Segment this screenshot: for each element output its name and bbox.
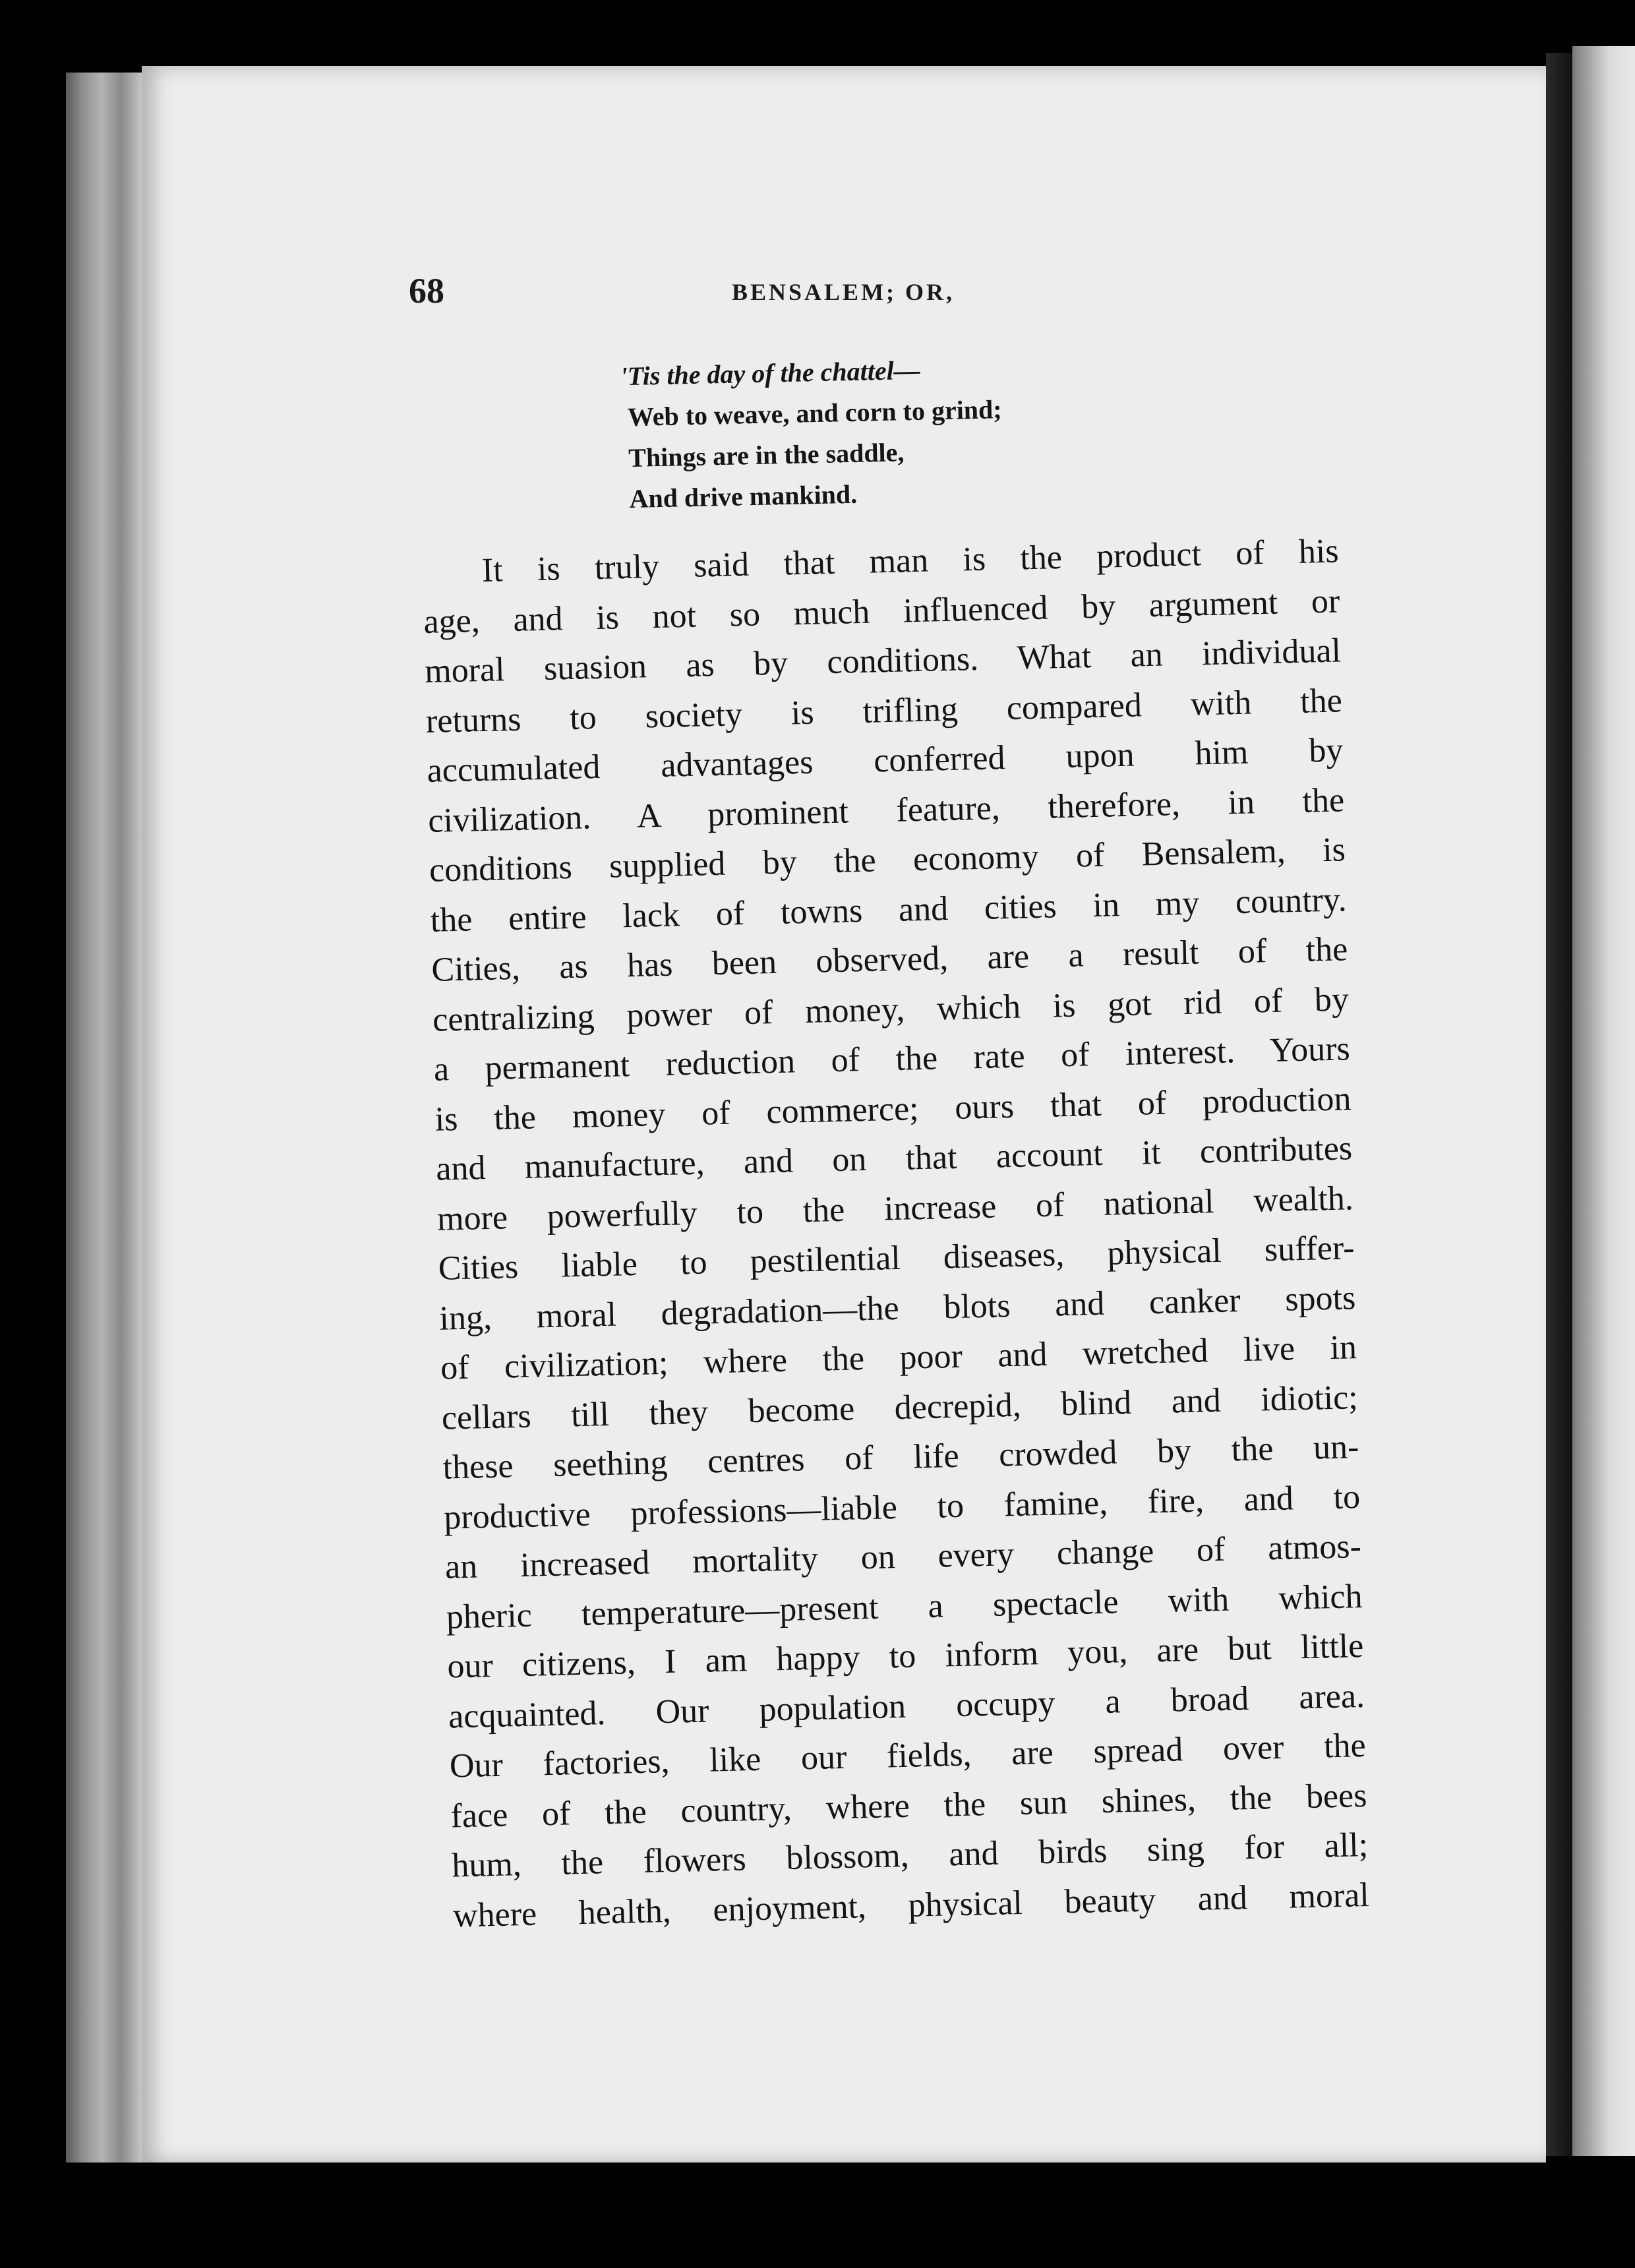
text-line: civilization. A prominent feature, therefore, in the [427,781,1345,840]
text-line: where health, enjoyment, physical beauty and moral [452,1876,1370,1934]
text-line: of civilization; where the poor and wretched live in [440,1328,1357,1387]
text-line: returns to society is trifling compared with the [425,681,1343,740]
text-line: centralizing power of money, which is got rid of by [432,980,1350,1039]
epigraph-line: Web to weave, and corn to grind; [627,394,1003,432]
text-line: pheric temperature—present a spectacle with which [446,1577,1363,1636]
epigraph-line: And drive mankind. [629,479,858,514]
text-line: more powerfully to the increase of national wealth. [436,1179,1354,1238]
text-line: age, and is not so much influenced by argument or [423,582,1340,641]
facing-page-edge [1572,46,1635,2156]
text-line: accumulated advantages conferred upon him by [427,731,1344,790]
running-head: BENSALEM; OR, [732,279,955,305]
epigraph-verse [620,340,1421,520]
text-line: our citizens, I am happy to inform you, are but little [446,1627,1364,1686]
body-paragraph [422,526,1370,1940]
page-header [409,270,1384,330]
text-line: It is truly said that man is the product of his [481,532,1340,589]
text-line: these seething centres of life crowded by the un- [442,1428,1359,1487]
text-line: productive professions—liable to famine, fire, and to [443,1477,1361,1537]
epigraph-line: Things are in the saddle, [628,437,905,473]
epigraph-line: 'Tis the day of the chattel— [620,355,921,392]
text-line: Cities, as has been observed, are a result of the [431,930,1348,989]
text-line: Our factories, like our fields, are spread over the [449,1726,1367,1785]
text-line: ing, moral degradation—the blots and canker spots [438,1278,1356,1338]
text-line: acquainted. Our population occupy a broad area. [448,1677,1365,1736]
text-line: and manufacture, and on that account it contributes [435,1129,1353,1188]
text-line: moral suasion as by conditions. What an individual [424,632,1342,690]
text-line: Cities liable to pestilential diseases, physical suffer- [438,1229,1355,1288]
text-line: cellars till they become decrepid, blind and idiotic; [441,1378,1359,1437]
text-line: face of the country, where the sun shines, the bees [450,1776,1367,1835]
text-line: an increased mortality on every change of atmos- [444,1528,1362,1586]
text-line: hum, the flowers blossom, and birds sing for all; [451,1826,1369,1885]
page-number: 68 [409,271,444,311]
gutter-shadow [1546,53,1572,2156]
text-line: conditions supplied by the economy of Bensalem, is [429,831,1346,889]
text-line: a permanent reduction of the rate of interest. Yours [433,1030,1351,1089]
text-line: is the money of commerce; ours that of production [434,1079,1352,1139]
book-spine-edge [66,73,145,2163]
text-line: the entire lack of towns and cities in my country. [430,880,1348,940]
